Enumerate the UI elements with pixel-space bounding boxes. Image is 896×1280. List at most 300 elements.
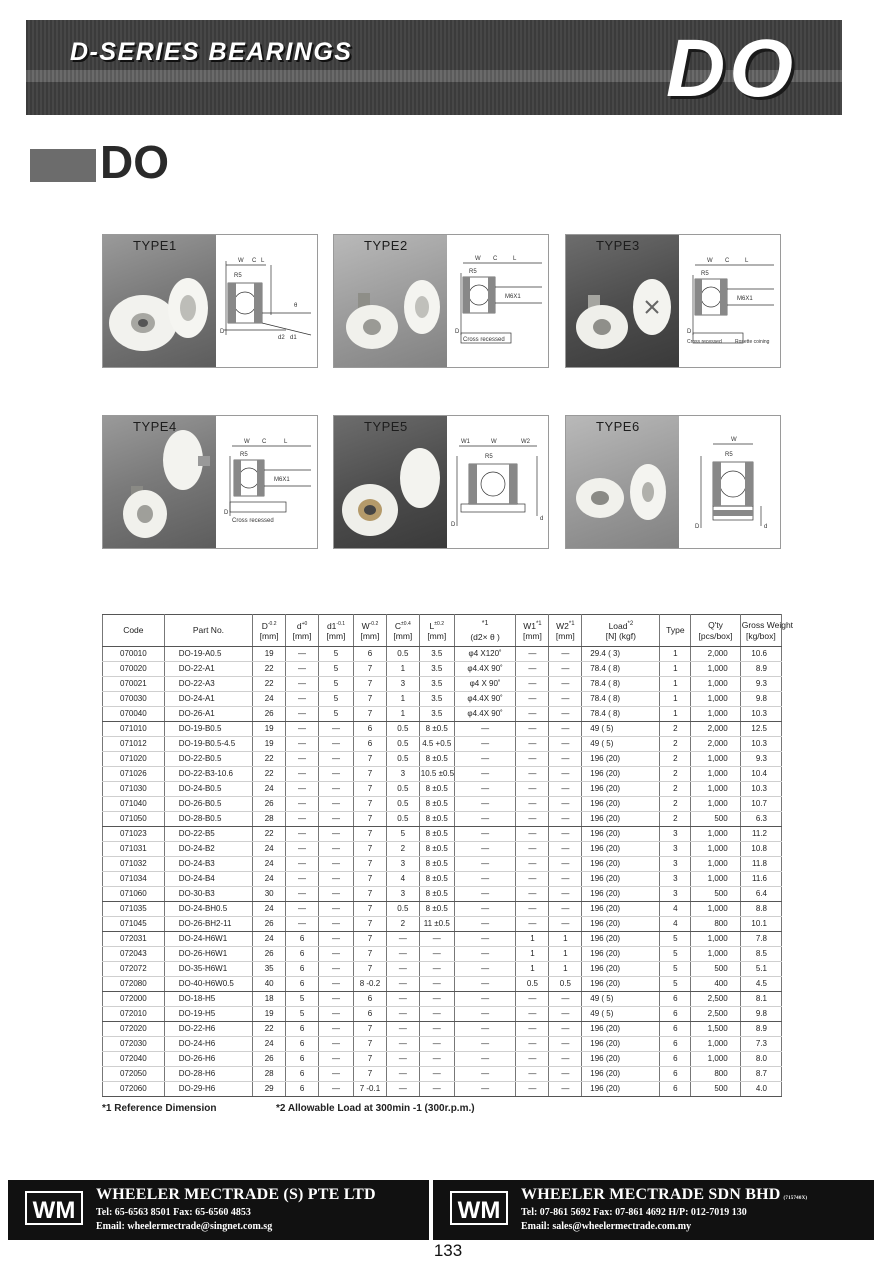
cell-w1: — <box>516 662 549 677</box>
cell-w: 6 <box>353 722 386 737</box>
cell-d2: — <box>454 722 516 737</box>
cell-d2: φ4 X 90˚ <box>454 677 516 692</box>
cell-type: 5 <box>660 962 691 977</box>
cell-w1: — <box>516 992 549 1007</box>
cell-wt: 10.8 <box>740 842 781 857</box>
cell-w: 7 <box>353 932 386 947</box>
cell-l: 8 ±0.5 <box>419 887 454 902</box>
cell-wt: 10.3 <box>740 782 781 797</box>
cell-type: 1 <box>660 707 691 722</box>
header-d2: $^{*1}$ (d2× θ ) <box>454 615 516 647</box>
cell-d: — <box>286 812 319 827</box>
header-d-outer: $D^{-0.2}$ [mm] <box>253 615 286 647</box>
cell-d1: 5 <box>319 647 354 662</box>
cell-qty: 1,000 <box>691 842 740 857</box>
cell-part: DO-24-A1 <box>164 692 252 707</box>
cell-load: 196 (20) <box>582 1082 660 1097</box>
cell-part: DO-24-B4 <box>164 872 252 887</box>
cell-w: 7 <box>353 827 386 842</box>
cell-d: 22 <box>253 1022 286 1037</box>
cell-l: 8 ±0.5 <box>419 842 454 857</box>
cell-c: 3 <box>386 677 419 692</box>
cell-wt: 6.3 <box>740 812 781 827</box>
cell-w2: — <box>549 767 582 782</box>
cell-w1: 1 <box>516 947 549 962</box>
cell-d1: — <box>319 797 354 812</box>
svg-text:WM: WM <box>32 1197 76 1224</box>
bearing-photo-graphic <box>566 235 679 367</box>
cell-code: 071035 <box>103 902 165 917</box>
cell-wt: 9.8 <box>740 1007 781 1022</box>
cell-w2: — <box>549 842 582 857</box>
cell-d2: — <box>454 947 516 962</box>
company-name: WHEELER MECTRADE SDN BHD (715740X) <box>521 1186 808 1203</box>
table-row <box>103 962 782 977</box>
table-row <box>103 797 782 812</box>
cell-c: — <box>386 947 419 962</box>
table-row <box>103 1007 782 1022</box>
cell-d: 6 <box>286 962 319 977</box>
cell-part: DO-22-A3 <box>164 677 252 692</box>
cell-d: — <box>286 767 319 782</box>
cell-d: 29 <box>253 1082 286 1097</box>
company-malaysia <box>433 1180 874 1240</box>
type-panel-4 <box>102 415 318 549</box>
cell-w2: — <box>549 857 582 872</box>
cell-load: 196 (20) <box>582 977 660 992</box>
cell-part: DO-18-H5 <box>164 992 252 1007</box>
cell-d: 6 <box>286 1082 319 1097</box>
cell-w2: — <box>549 677 582 692</box>
technical-drawing <box>679 235 780 367</box>
product-photo <box>334 416 447 548</box>
dim-d2-label: d2 <box>278 335 285 341</box>
cell-d2: — <box>454 767 516 782</box>
spec-table <box>102 614 794 1097</box>
dim-w-label: W <box>731 437 737 443</box>
cell-code: 072050 <box>103 1067 165 1082</box>
dim-l-label: L <box>261 258 265 264</box>
table-row <box>103 782 782 797</box>
header-part-no: Part No. <box>164 615 252 647</box>
cell-wt: 11.6 <box>740 872 781 887</box>
cell-c: — <box>386 1082 419 1097</box>
cell-load: 196 (20) <box>582 902 660 917</box>
table-row <box>103 857 782 872</box>
section-title: DO <box>100 136 169 188</box>
cell-c: — <box>386 932 419 947</box>
cell-w: 7 <box>353 662 386 677</box>
cell-d: 24 <box>253 782 286 797</box>
cell-qty: 500 <box>691 962 740 977</box>
cell-code: 070030 <box>103 692 165 707</box>
cell-d1: — <box>319 932 354 947</box>
cell-type: 6 <box>660 1052 691 1067</box>
cell-w: 7 <box>353 1067 386 1082</box>
cell-code: 072080 <box>103 977 165 992</box>
cell-wt: 9.8 <box>740 692 781 707</box>
dim-l-label: L <box>513 256 517 262</box>
cell-w2: — <box>549 1082 582 1097</box>
bearing-photo-graphic <box>566 416 679 548</box>
cell-d1: — <box>319 857 354 872</box>
header-load: Load$^{*2}$ [N] (kgf) <box>582 615 660 647</box>
cross-recessed-note: Cross recessed <box>232 518 274 524</box>
cell-qty: 2,000 <box>691 722 740 737</box>
cell-c: — <box>386 992 419 1007</box>
cell-c: 0.5 <box>386 797 419 812</box>
cell-qty: 500 <box>691 887 740 902</box>
cell-qty: 1,000 <box>691 707 740 722</box>
table-body <box>103 647 782 1097</box>
cell-l: 8 ±0.5 <box>419 812 454 827</box>
cell-type: 3 <box>660 842 691 857</box>
dim-w-label: W <box>238 258 244 264</box>
cell-d1: 5 <box>319 662 354 677</box>
cell-c: 5 <box>386 827 419 842</box>
cell-w1: — <box>516 917 549 932</box>
cell-d1: — <box>319 827 354 842</box>
cell-load: 49 ( 5) <box>582 1007 660 1022</box>
cell-type: 2 <box>660 737 691 752</box>
cell-l: — <box>419 1067 454 1082</box>
bearing-photo-graphic <box>334 416 447 548</box>
cell-w1: 1 <box>516 962 549 977</box>
product-photo <box>334 235 447 367</box>
cell-w1: — <box>516 1037 549 1052</box>
cell-w2: — <box>549 782 582 797</box>
cell-w: 7 <box>353 1022 386 1037</box>
cell-c: — <box>386 962 419 977</box>
table-row <box>103 692 782 707</box>
footnote-2: *2 Allowable Load at 300min -1 (300r.p.m.) <box>276 1103 475 1114</box>
cell-d2: — <box>454 977 516 992</box>
table-row <box>103 992 782 1007</box>
cell-part: DO-26-H6W1 <box>164 947 252 962</box>
cell-part: DO-29-H6 <box>164 1082 252 1097</box>
cell-w2: — <box>549 647 582 662</box>
cell-type: 2 <box>660 782 691 797</box>
cell-part: DO-22-H6 <box>164 1022 252 1037</box>
cell-d1: — <box>319 1052 354 1067</box>
cell-w: 7 <box>353 692 386 707</box>
cell-type: 3 <box>660 887 691 902</box>
cell-w2: — <box>549 1022 582 1037</box>
cell-d: 26 <box>253 917 286 932</box>
cell-w1: — <box>516 1082 549 1097</box>
cell-c: — <box>386 1052 419 1067</box>
cell-d: 19 <box>253 722 286 737</box>
cell-l: 3.5 <box>419 707 454 722</box>
cell-load: 196 (20) <box>582 947 660 962</box>
cell-w: 7 <box>353 902 386 917</box>
cell-d2: — <box>454 902 516 917</box>
cell-w: 7 <box>353 767 386 782</box>
cell-d1: — <box>319 1037 354 1052</box>
cell-d: 19 <box>253 647 286 662</box>
cell-qty: 500 <box>691 812 740 827</box>
table-row <box>103 887 782 902</box>
cell-part: DO-24-H6 <box>164 1037 252 1052</box>
rosette-coining-note: Rosette coining <box>735 339 770 345</box>
cell-part: DO-24-BH0.5 <box>164 902 252 917</box>
cell-qty: 1,000 <box>691 827 740 842</box>
cell-l: 8 ±0.5 <box>419 797 454 812</box>
table-row <box>103 1082 782 1097</box>
cell-part: DO-26-A1 <box>164 707 252 722</box>
cell-d2: — <box>454 842 516 857</box>
cell-d2: φ4.4X 90˚ <box>454 707 516 722</box>
cell-l: — <box>419 1022 454 1037</box>
technical-drawing <box>216 235 317 367</box>
cell-load: 78.4 ( 8) <box>582 692 660 707</box>
cell-part: DO-22-B3-10.6 <box>164 767 252 782</box>
cell-load: 196 (20) <box>582 917 660 932</box>
table-row <box>103 827 782 842</box>
cell-load: 49 ( 5) <box>582 992 660 1007</box>
cell-part: DO-19-B0.5 <box>164 722 252 737</box>
cell-w1: — <box>516 902 549 917</box>
cell-type: 2 <box>660 812 691 827</box>
cell-wt: 8.9 <box>740 662 781 677</box>
cell-w2: 0.5 <box>549 977 582 992</box>
company-name: WHEELER MECTRADE (S) PTE LTD <box>96 1186 376 1203</box>
cell-wt: 8.9 <box>740 1022 781 1037</box>
page-number: 133 <box>433 1241 463 1260</box>
cell-d: — <box>286 902 319 917</box>
cell-w: 7 <box>353 962 386 977</box>
cell-d: 19 <box>253 737 286 752</box>
cell-d: 24 <box>253 842 286 857</box>
cell-load: 196 (20) <box>582 872 660 887</box>
table-row <box>103 977 782 992</box>
company-singapore <box>8 1180 429 1240</box>
cell-l: 8 ±0.5 <box>419 872 454 887</box>
cell-code: 072010 <box>103 1007 165 1022</box>
product-photo <box>103 416 216 548</box>
dim-r5-label: R5 <box>725 452 733 458</box>
cell-part: DO-35-H6W1 <box>164 962 252 977</box>
cell-d: 18 <box>253 992 286 1007</box>
cell-code: 071030 <box>103 782 165 797</box>
cell-d1: — <box>319 842 354 857</box>
cell-qty: 1,000 <box>691 947 740 962</box>
cell-w: 6 <box>353 737 386 752</box>
cell-wt: 10.7 <box>740 797 781 812</box>
cell-d1: — <box>319 752 354 767</box>
cell-code: 072031 <box>103 932 165 947</box>
cell-d1: — <box>319 812 354 827</box>
dim-l-label: L <box>284 439 288 445</box>
cell-type: 2 <box>660 722 691 737</box>
cell-c: — <box>386 1022 419 1037</box>
cell-load: 196 (20) <box>582 827 660 842</box>
cell-d: — <box>286 677 319 692</box>
cell-type: 2 <box>660 797 691 812</box>
cell-part: DO-24-B3 <box>164 857 252 872</box>
cell-d: — <box>286 857 319 872</box>
cell-type: 5 <box>660 977 691 992</box>
cell-wt: 8.8 <box>740 902 781 917</box>
cell-code: 071023 <box>103 827 165 842</box>
cell-w1: — <box>516 707 549 722</box>
cell-l: 8 ±0.5 <box>419 752 454 767</box>
cell-d2: — <box>454 872 516 887</box>
cell-w: 7 <box>353 752 386 767</box>
cell-wt: 12.5 <box>740 722 781 737</box>
cell-w1: — <box>516 782 549 797</box>
type-label: TYPE2 <box>364 238 408 253</box>
cell-l: — <box>419 1007 454 1022</box>
header-d-inner: $d^{+0}$ [mm] <box>286 615 319 647</box>
cell-type: 6 <box>660 1007 691 1022</box>
cell-qty: 2,500 <box>691 1007 740 1022</box>
cell-load: 49 ( 5) <box>582 722 660 737</box>
cell-type: 5 <box>660 947 691 962</box>
cell-d2: — <box>454 797 516 812</box>
cell-c: 1 <box>386 662 419 677</box>
cell-d: 24 <box>253 872 286 887</box>
cell-d2: — <box>454 752 516 767</box>
cell-load: 196 (20) <box>582 1022 660 1037</box>
header-w: $W^{-0.2}$ [mm] <box>353 615 386 647</box>
cell-w: 7 <box>353 857 386 872</box>
cell-type: 3 <box>660 827 691 842</box>
cell-load: 49 ( 5) <box>582 737 660 752</box>
cell-c: 3 <box>386 767 419 782</box>
cell-d1: 5 <box>319 692 354 707</box>
cell-part: DO-22-B0.5 <box>164 752 252 767</box>
bearing-photo-graphic <box>103 235 216 367</box>
technical-drawing <box>216 416 317 548</box>
cell-load: 29.4 ( 3) <box>582 647 660 662</box>
cell-d2: — <box>454 1007 516 1022</box>
cell-c: 3 <box>386 857 419 872</box>
cell-type: 4 <box>660 902 691 917</box>
header-code: Code <box>103 615 165 647</box>
cell-d: 22 <box>253 752 286 767</box>
table-row <box>103 947 782 962</box>
cell-c: 4 <box>386 872 419 887</box>
cell-w2: 1 <box>549 962 582 977</box>
cell-part: DO-22-B5 <box>164 827 252 842</box>
cell-d: 22 <box>253 827 286 842</box>
cell-qty: 1,000 <box>691 782 740 797</box>
type-label: TYPE6 <box>596 419 640 434</box>
dim-w-label: W <box>707 258 713 264</box>
cell-qty: 1,000 <box>691 662 740 677</box>
cell-load: 196 (20) <box>582 752 660 767</box>
cell-l: 10.5 ±0.5 <box>419 767 454 782</box>
cell-w1: — <box>516 887 549 902</box>
header-w1: W1$^{*1}$ [mm] <box>516 615 549 647</box>
cell-d1: — <box>319 1082 354 1097</box>
cell-type: 2 <box>660 767 691 782</box>
cell-d2: — <box>454 857 516 872</box>
cell-load: 196 (20) <box>582 1067 660 1082</box>
cell-d: 22 <box>253 767 286 782</box>
cell-d1: — <box>319 1022 354 1037</box>
cell-d2: — <box>454 962 516 977</box>
table-row <box>103 917 782 932</box>
cell-load: 78.4 ( 8) <box>582 662 660 677</box>
cell-type: 3 <box>660 857 691 872</box>
cell-part: DO-26-BH2-11 <box>164 917 252 932</box>
table-row <box>103 662 782 677</box>
cell-w2: — <box>549 887 582 902</box>
cell-code: 071034 <box>103 872 165 887</box>
cell-l: 11 ±0.5 <box>419 917 454 932</box>
cell-l: — <box>419 947 454 962</box>
dim-d-label: D <box>455 329 460 335</box>
cell-w1: — <box>516 1067 549 1082</box>
cell-d1: — <box>319 887 354 902</box>
cell-c: 0.5 <box>386 902 419 917</box>
cell-load: 196 (20) <box>582 1037 660 1052</box>
dim-r5-label: R5 <box>240 452 248 458</box>
table-row <box>103 872 782 887</box>
header-w2: W2$^{*1}$ [mm] <box>549 615 582 647</box>
cell-d2: φ4.4X 90˚ <box>454 662 516 677</box>
cell-w1: — <box>516 752 549 767</box>
cell-l: — <box>419 992 454 1007</box>
cell-code: 071032 <box>103 857 165 872</box>
svg-text:WM: WM <box>457 1197 501 1224</box>
cell-qty: 2,500 <box>691 992 740 1007</box>
cell-d: 22 <box>253 677 286 692</box>
cell-qty: 1,000 <box>691 767 740 782</box>
company-phone: Tel: 65-6563 8501 Fax: 65-6560 4853 <box>96 1207 251 1218</box>
cell-qty: 1,000 <box>691 872 740 887</box>
cell-d: 22 <box>253 662 286 677</box>
cell-qty: 1,000 <box>691 797 740 812</box>
cell-d1: — <box>319 737 354 752</box>
type-panel-3 <box>565 234 781 368</box>
table-row <box>103 677 782 692</box>
cell-load: 196 (20) <box>582 782 660 797</box>
cell-qty: 1,000 <box>691 1037 740 1052</box>
dim-d1-label: d1 <box>290 335 297 341</box>
cell-c: 0.5 <box>386 722 419 737</box>
cell-w2: — <box>549 692 582 707</box>
cell-l: — <box>419 1082 454 1097</box>
cell-w: 6 <box>353 1007 386 1022</box>
dim-m6-label: M6X1 <box>737 296 753 302</box>
cell-code: 072020 <box>103 1022 165 1037</box>
table-header-row <box>103 615 782 647</box>
type-label: TYPE5 <box>364 419 408 434</box>
cell-w2: — <box>549 812 582 827</box>
cell-d2: — <box>454 917 516 932</box>
cell-w2: — <box>549 872 582 887</box>
dim-r5-label: R5 <box>234 273 242 279</box>
cell-d1: — <box>319 1007 354 1022</box>
cell-qty: 2,000 <box>691 737 740 752</box>
product-photo <box>566 416 679 548</box>
cell-qty: 1,000 <box>691 692 740 707</box>
table-row <box>103 767 782 782</box>
cell-load: 196 (20) <box>582 962 660 977</box>
type-panel-6 <box>565 415 781 549</box>
cell-d2: — <box>454 1052 516 1067</box>
cell-code: 071012 <box>103 737 165 752</box>
cell-c: 1 <box>386 692 419 707</box>
cell-w1: — <box>516 722 549 737</box>
cell-qty: 1,000 <box>691 1052 740 1067</box>
dim-d-label: D <box>224 510 229 516</box>
dim-r5-label: R5 <box>485 454 493 460</box>
cell-d2: φ4 X120˚ <box>454 647 516 662</box>
